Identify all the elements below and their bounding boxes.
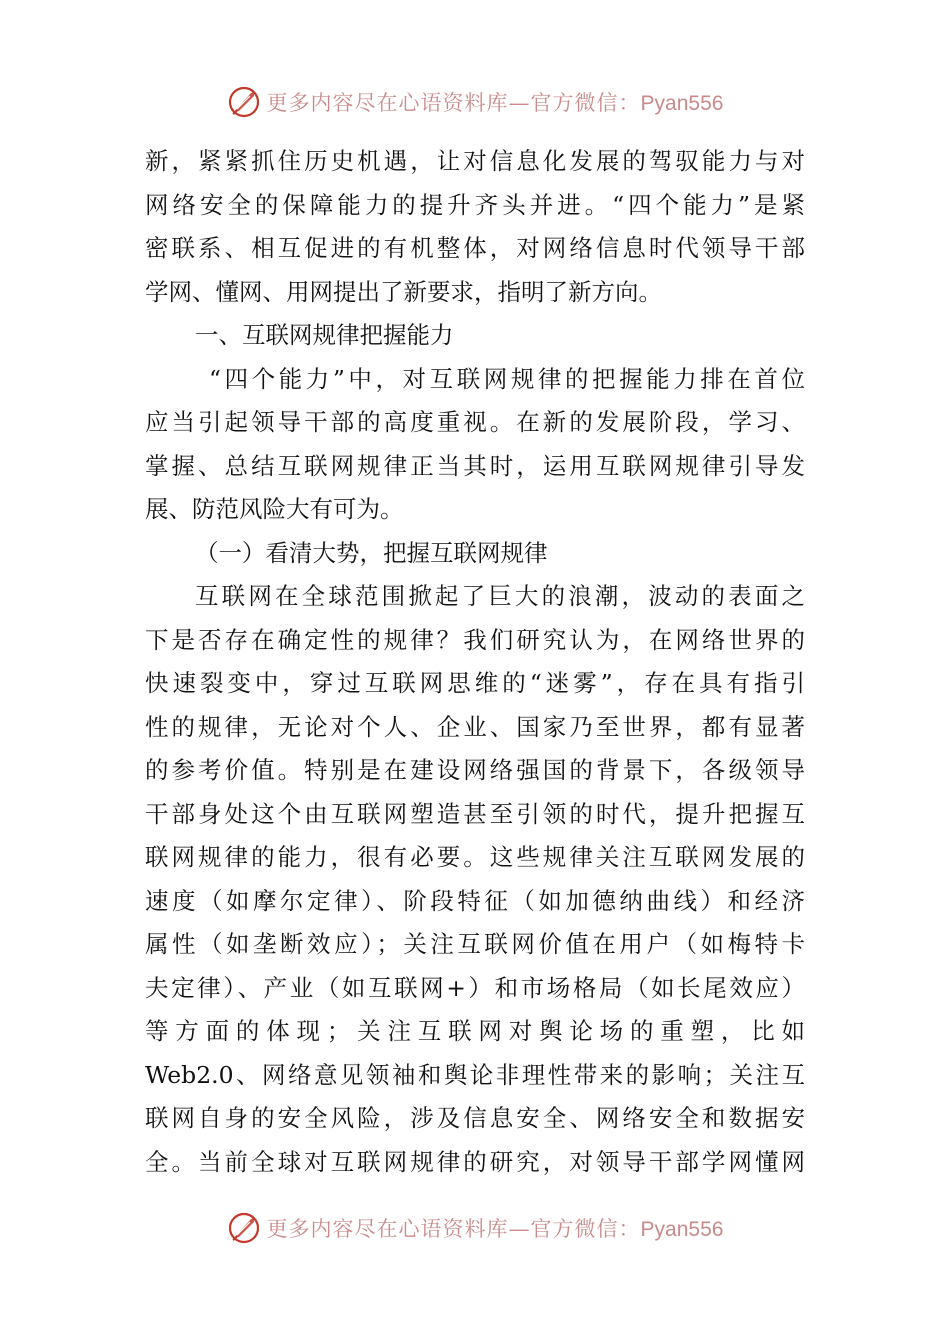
paragraph-line: 联网规律的能力，很有必要。这些规律关注互联网发展的 [145,843,805,871]
paragraph-line: Web2.0、网络意见领袖和舆论非理性带来的影响；关注互 [145,1060,805,1089]
paragraph-line: 性的规律，无论对个人、企业、国家乃至世界，都有显著 [145,712,805,741]
header-banner-handle: Pyan556 [640,92,724,115]
paragraph-line: 全。当前全球对互联网规律的研究，对领导干部学网懂网 [145,1147,805,1176]
paragraph-line: 掌握、总结互联网规律正当其时，运用互联网规律引导发 [145,451,805,480]
paragraph-line: 应当引起领导干部的高度重视。在新的发展阶段，学习、 [145,408,805,436]
paragraph-line: 新，紧紧抓住历史机遇，让对信息化发展的驾驭能力与对 [145,147,805,175]
footer-banner [0,1208,950,1248]
paragraph-line: 的参考价值。特别是在建设网络强国的背景下，各级领导 [145,756,805,784]
paragraph-line: 网络安全的保障能力的提升齐头并进。“四个能力”是紧 [145,190,805,219]
footer-banner-handle: Pyan556 [640,1218,724,1241]
paragraph-line: 等方面的体现；关注互联网对舆论场的重塑，比如 [145,1017,805,1045]
paragraph-line: 属性（如垄断效应）；关注互联网价值在用户（如梅特卡 [145,930,805,958]
footer-banner-text: 更多内容尽在心语资料库—官方微信：Pyan556 [266,1217,724,1241]
paragraph-line: 下是否存在确定性的规律？我们研究认为，在网络世界的 [145,625,805,654]
paragraph-line: 快速裂变中，穿过互联网思维的“迷雾”，存在具有指引 [145,669,805,697]
paragraph-line: 速度（如摩尔定律）、阶段特征（如加德纳曲线）和经济 [145,886,805,915]
section-heading: 一、互联网规律把握能力 [195,321,454,349]
paragraph-line: 联网自身的安全风险，涉及信息安全、网络安全和数据安 [145,1104,805,1132]
paragraph-line: 互联网在全球范围掀起了巨大的浪潮，波动的表面之 [195,582,805,610]
paragraph-line: 学网、懂网、用网提出了新要求，指明了新方向。 [145,277,662,306]
paragraph-line: 干部身处这个由互联网塑造甚至引领的时代，提升把握互 [145,799,805,828]
paragraph-line: 夫定律）、产业（如互联网+）和市场格局（如长尾效应） [145,973,805,1002]
subsection-heading: （一）看清大势，把握互联网规律 [195,538,548,567]
paragraph-line: “四个能力”中，对互联网规律的把握能力排在首位 [209,364,805,393]
header-banner [0,82,950,122]
quill-logo-icon [227,1211,261,1245]
header-banner-text: 更多内容尽在心语资料库—官方微信：Pyan556 [266,91,724,115]
paragraph-line: 展、防范风险大有可为。 [145,495,404,523]
paragraph-line: 密联系、相互促进的有机整体，对网络信息时代领导干部 [145,234,805,262]
document-body [145,140,805,1184]
quill-logo-icon [227,85,261,119]
